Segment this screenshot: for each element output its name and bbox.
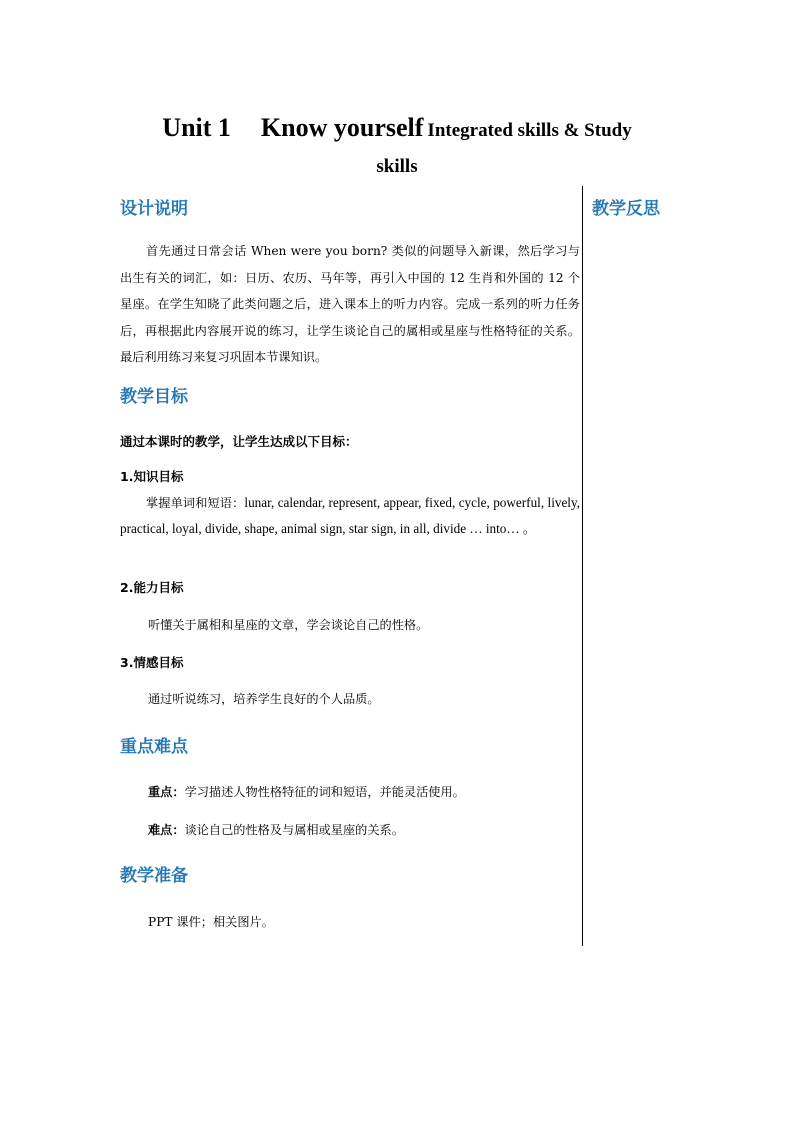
reflection-heading: 教学反思 — [592, 199, 660, 219]
knowledge-goal-title: 1.知识目标 — [120, 469, 184, 484]
title-subtitle: Integrated skills & Study — [427, 120, 632, 141]
difficult-point — [148, 820, 404, 840]
emotion-goal-title: 3.情感目标 — [120, 655, 184, 670]
knowledge-goal-vocab: lunar, calendar, represent, appear, fixed, cycle, powerful, lively, practical, loyal, divide, shape, animal sign, star sign, in all, divide … into… 。 — [120, 495, 581, 536]
key-point — [148, 782, 465, 802]
goals-intro: 通过本课时的教学，让学生达成以下目标： — [120, 434, 358, 449]
title-subtitle-continued: skills — [376, 156, 418, 177]
emotion-goal-text: 通过听说练习，培养学生良好的个人品质。 — [148, 692, 380, 706]
difficult-point-text: 谈论自己的性格及与属相或星座的关系。 — [184, 823, 404, 837]
design-paragraph: 首先通过日常会话 When were you born? 类似的问题导入新课，然后学习与出生有关的词汇，如：日历、农历、马年等，再引入中国的 12 生肖和外国的 12 个星座。在学生知晓了此类问题之后，进入课本上的听力内容。完成一系列的听力任务后，再根据此内容展开说的练习，让学生谈论自己的属相或星座与性格特征的关系。最后利用练习来复习巩固本节课知识。 — [120, 244, 580, 364]
design-heading: 设计说明 — [120, 199, 188, 219]
difficult-point-label: 难点： — [148, 823, 185, 837]
ability-goal-title: 2.能力目标 — [120, 580, 184, 595]
column-divider — [582, 186, 583, 946]
knowledge-goal-text — [120, 490, 580, 542]
unit-topic: Know yourself — [260, 113, 424, 142]
unit-number: Unit 1 — [162, 113, 231, 142]
key-point-text: 学习描述人物性格特征的词和短语，并能灵活使用。 — [184, 785, 465, 799]
key-point-label: 重点： — [148, 785, 185, 799]
keypoints-heading: 重点难点 — [120, 737, 188, 757]
knowledge-goal-label: 掌握单词和短语： — [146, 496, 245, 510]
prep-text: PPT 课件；相关图片。 — [148, 915, 274, 929]
goals-heading: 教学目标 — [120, 387, 188, 407]
prep-heading: 教学准备 — [120, 866, 188, 886]
ability-goal-text: 听懂关于属相和星座的文章，学会谈论自己的性格。 — [148, 618, 429, 632]
document-title — [0, 108, 794, 152]
